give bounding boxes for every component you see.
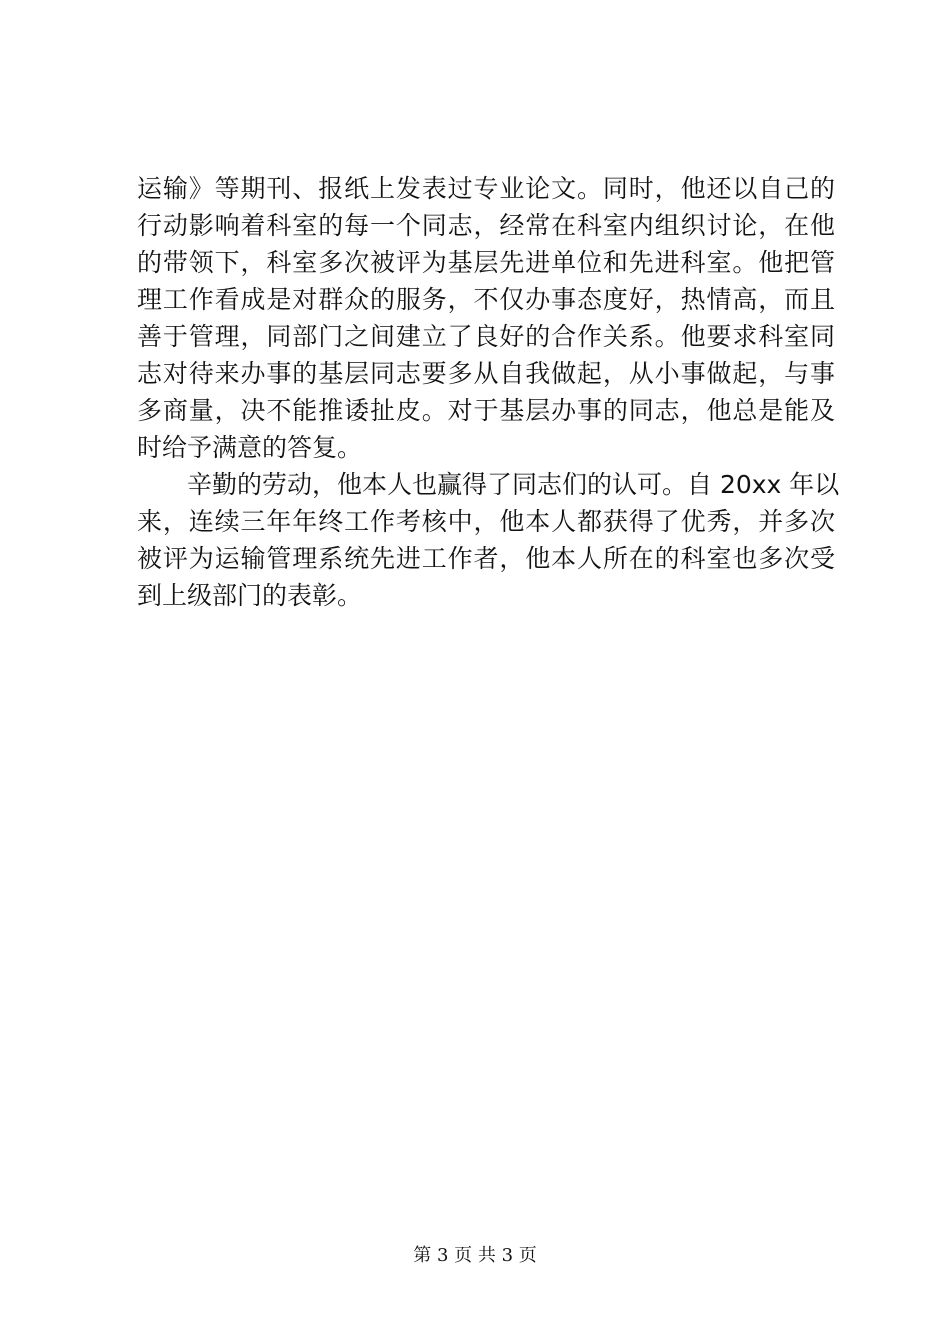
paragraph-2-line: 来，连续三年年终工作考核中，他本人都获得了优秀，并多次: [137, 507, 835, 536]
paragraph-1-line: 时给予满意的答复。: [137, 433, 363, 462]
document-body: [137, 170, 840, 614]
page-number: 第 3 页 共 3 页: [413, 1245, 537, 1266]
paragraph-1-line: 多商量，决不能推诿扯皮。对于基层办事的同志，他总是能及: [137, 396, 835, 425]
paragraph-2: [137, 466, 840, 614]
paragraph-2-line: 辛勤的劳动，他本人也赢得了同志们的认可。自 20xx 年以: [187, 470, 840, 499]
paragraph-1: [137, 170, 835, 466]
paragraph-2-line: 被评为运输管理系统先进工作者，他本人所在的科室也多次受: [137, 544, 835, 573]
paragraph-1-line: 善于管理，同部门之间建立了良好的合作关系。他要求科室同: [137, 322, 835, 351]
paragraph-1-line: 行动影响着科室的每一个同志，经常在科室内组织讨论，在他: [137, 211, 835, 240]
paragraph-2-line: 到上级部门的表彰。: [137, 581, 363, 610]
paragraph-1-line: 运输》等期刊、报纸上发表过专业论文。同时，他还以自己的: [137, 174, 835, 203]
page-footer: [0, 1244, 950, 1268]
paragraph-1-line: 理工作看成是对群众的服务，不仅办事态度好，热情高，而且: [137, 285, 835, 314]
paragraph-1-line: 志对待来办事的基层同志要多从自我做起，从小事做起，与事: [137, 359, 835, 388]
paragraph-1-line: 的带领下，科室多次被评为基层先进单位和先进科室。他把管: [137, 248, 835, 277]
